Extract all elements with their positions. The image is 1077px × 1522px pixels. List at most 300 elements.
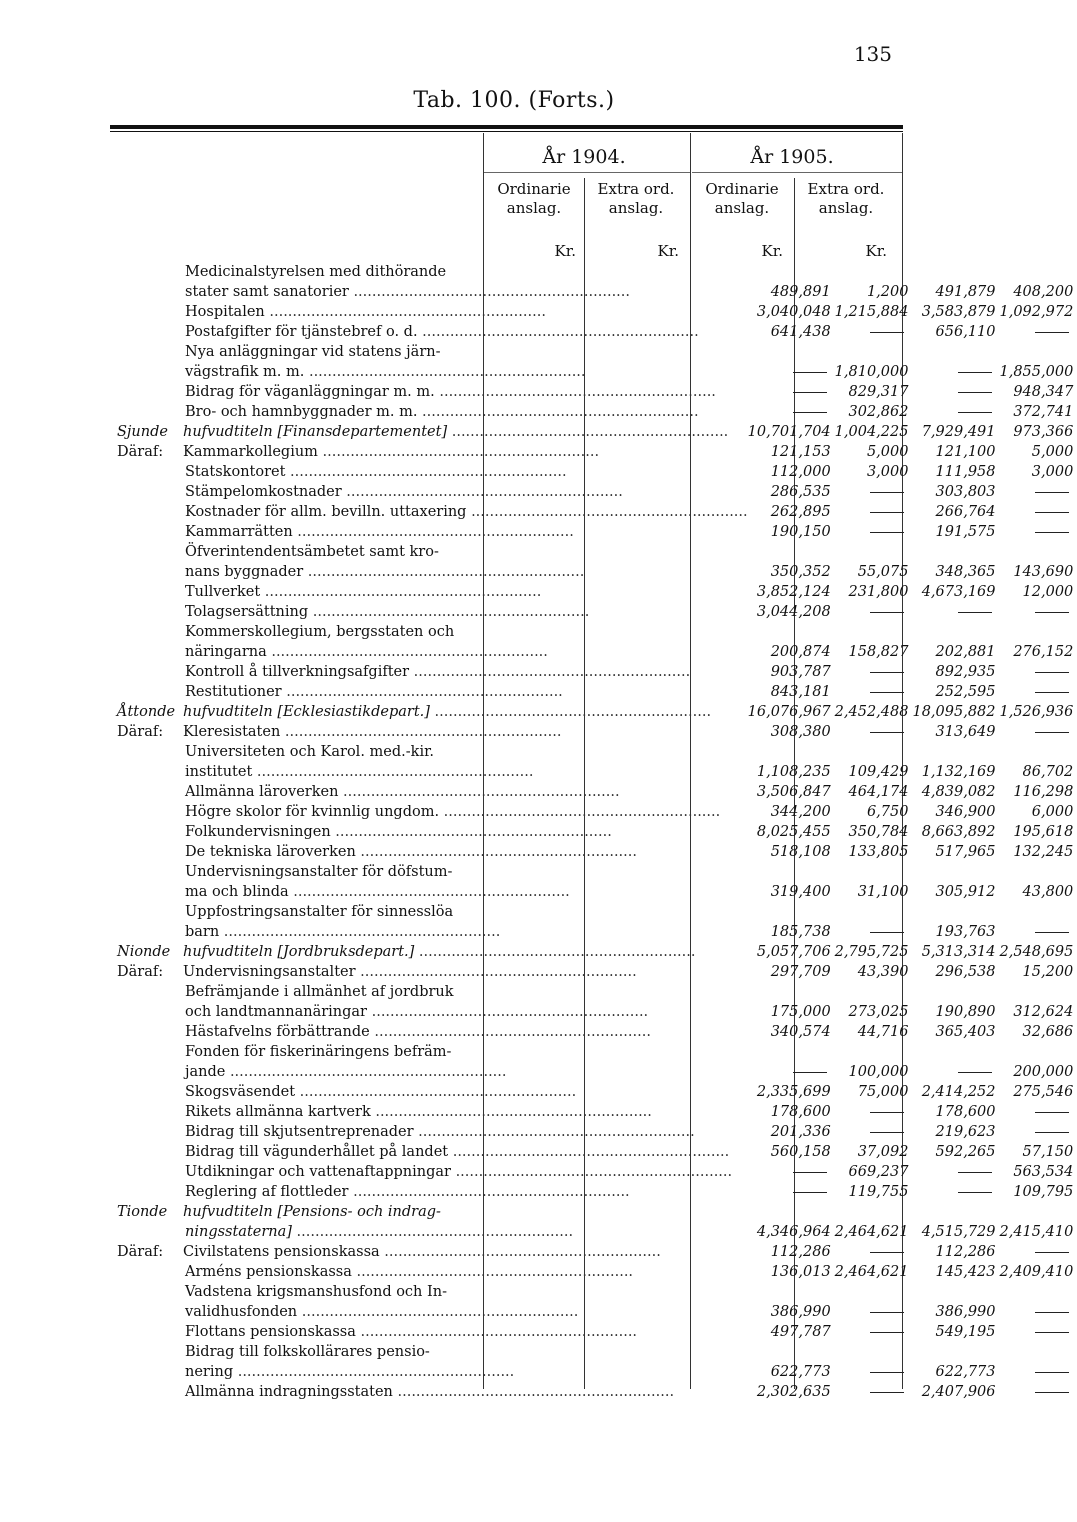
value-cell: 3,000 [1031, 464, 1074, 480]
row-label-text: Allmänna läroverken [185, 784, 339, 800]
leader-dots: ............................................................ [264, 304, 546, 320]
column-header: Extra ord. anslag. [807, 180, 885, 217]
leader-dots: ............................................................ [233, 1364, 515, 1380]
value-cell: 231,800 [848, 584, 909, 600]
value-cell: 1,810,000 [834, 364, 909, 380]
value-cell: 308,380 [770, 724, 831, 740]
dash-mark [870, 1112, 904, 1113]
leader-dots: ............................................................ [414, 944, 696, 960]
value-cell [912, 402, 999, 422]
table-row [117, 302, 1077, 322]
table-row [117, 1202, 1077, 1222]
value-cell: 252,595 [935, 684, 996, 700]
value-cell [912, 542, 999, 562]
leader-dots: ............................................................ [417, 404, 699, 420]
value-cell: 2,464,621 [834, 1224, 909, 1240]
value-cell [1000, 1302, 1077, 1322]
row-label-text: Utdikningar och vattenaftappningar [185, 1164, 451, 1180]
table-row [117, 882, 1077, 902]
value-cell: 843,181 [770, 684, 831, 700]
value-cell [1000, 322, 1077, 342]
dash-mark [793, 1072, 827, 1073]
row-label-text: hufvudtiteln [Ecklesiastikdepart.] [183, 704, 430, 720]
leader-dots: ............................................................ [225, 1064, 507, 1080]
leader-dots: ............................................................ [303, 564, 585, 580]
dash-mark [793, 1192, 827, 1193]
leader-dots: ............................................................ [367, 1004, 649, 1020]
value-cell [1000, 1042, 1077, 1062]
row-label-text: Tullverket [185, 584, 261, 600]
row-label-text: Kostnader för allm. bevilln. uttaxering [185, 504, 467, 520]
value-cell: 190,150 [770, 524, 831, 540]
row-label [117, 1262, 748, 1282]
value-cell [748, 1182, 835, 1202]
value-cell [835, 482, 913, 502]
top-rule-thin [110, 131, 903, 132]
leader-dots: ............................................................ [355, 964, 637, 980]
table-row [117, 482, 1077, 502]
value-cell: 15,200 [1022, 964, 1074, 980]
value-cell: 296,538 [935, 964, 996, 980]
row-label-text: Reglering af flottleder [185, 1184, 349, 1200]
value-cell: 340,574 [770, 1024, 831, 1040]
value-cell [1000, 602, 1077, 622]
value-cell: 3,044,208 [756, 604, 831, 620]
row-label [117, 782, 748, 802]
dash-mark [870, 512, 904, 513]
row-label-text: Tolagsersättning [185, 604, 309, 620]
value-cell [835, 982, 913, 1002]
row-label [117, 462, 748, 482]
row-label-text: De tekniska läroverken [185, 844, 356, 860]
year-rule [484, 172, 690, 173]
value-cell [748, 622, 835, 642]
table-row [117, 1382, 1077, 1402]
row-label [117, 1242, 748, 1262]
value-cell: 286,535 [770, 484, 831, 500]
row-label [117, 562, 748, 582]
row-label [117, 342, 748, 362]
row-label-text: Kontroll å tillverkningsafgifter [185, 664, 410, 680]
table-row [117, 1062, 1077, 1082]
row-label-text: Uppfostringsanstalter för sinnesslöa [185, 904, 454, 920]
value-cell: 5,057,706 [756, 944, 831, 960]
row-prefix: Däraf: [117, 964, 164, 980]
value-cell [835, 1382, 913, 1402]
value-cell [1000, 722, 1077, 742]
row-prefix: Nionde [117, 944, 171, 960]
value-cell [748, 742, 835, 762]
row-label-text: näringarna [185, 644, 267, 660]
dash-mark [1035, 932, 1069, 933]
row-label-text: Allmänna indragningsstaten [185, 1384, 393, 1400]
value-cell: 517,965 [935, 844, 996, 860]
row-label [117, 962, 748, 982]
value-cell: 2,452,488 [834, 704, 909, 720]
value-cell [835, 922, 913, 942]
table-row [117, 262, 1077, 282]
value-cell: 57,150 [1022, 1144, 1074, 1160]
value-cell [835, 542, 913, 562]
table-row [117, 1102, 1077, 1122]
table-row [117, 382, 1077, 402]
leader-dots: ............................................................ [280, 724, 562, 740]
row-label-text: jande [185, 1064, 226, 1080]
table-row [117, 342, 1077, 362]
value-cell: 44,716 [857, 1024, 909, 1040]
value-cell [912, 1182, 999, 1202]
table-row [117, 682, 1077, 702]
row-label [117, 722, 748, 742]
value-cell [835, 722, 913, 742]
row-label [117, 702, 748, 722]
value-cell: 497,787 [770, 1324, 831, 1340]
leader-dots: ............................................................ [252, 764, 534, 780]
row-label [117, 1322, 748, 1342]
value-cell [1000, 662, 1077, 682]
value-cell [1000, 1382, 1077, 1402]
leader-dots: ............................................................ [355, 1324, 638, 1340]
value-cell: 1,855,000 [999, 364, 1074, 380]
value-cell [748, 262, 835, 282]
value-cell [835, 1342, 913, 1362]
value-cell: 948,347 [1013, 384, 1074, 400]
row-label [117, 522, 748, 542]
value-cell: 344,200 [770, 804, 831, 820]
value-cell [835, 1322, 913, 1342]
value-cell [748, 402, 835, 422]
value-cell: 5,000 [1031, 444, 1074, 460]
row-label [117, 302, 748, 322]
table-row [117, 1122, 1077, 1142]
table-row [117, 322, 1077, 342]
value-cell [1000, 1322, 1077, 1342]
table-row [117, 622, 1077, 642]
table-row [117, 1342, 1077, 1362]
top-rule [110, 125, 903, 129]
value-cell: 178,600 [935, 1104, 996, 1120]
value-cell [835, 1282, 913, 1302]
value-cell: 350,352 [770, 564, 831, 580]
value-cell: 1,200 [866, 284, 909, 300]
leader-dots: ............................................................ [369, 1024, 651, 1040]
dash-mark [870, 732, 904, 733]
value-cell: 305,912 [935, 884, 996, 900]
table-row [117, 782, 1077, 802]
table-row [117, 1322, 1077, 1342]
value-cell: 2,407,906 [921, 1384, 996, 1400]
value-cell [912, 1342, 999, 1362]
value-cell: 2,548,695 [999, 944, 1074, 960]
row-label [117, 322, 748, 342]
row-prefix: Åttonde [117, 704, 176, 720]
value-cell: 489,891 [770, 284, 831, 300]
value-cell [1000, 1202, 1077, 1222]
row-label [117, 402, 748, 422]
value-cell: 158,827 [848, 644, 909, 660]
leader-dots: ............................................................ [266, 644, 548, 660]
leader-dots: ............................................................ [341, 484, 623, 500]
leader-dots: ............................................................ [439, 804, 721, 820]
value-cell: 346,900 [935, 804, 996, 820]
row-label-text: Bidrag till skjutsentreprenader [185, 1124, 414, 1140]
table-row [117, 522, 1077, 542]
dash-mark [870, 1372, 904, 1373]
value-cell [748, 1042, 835, 1062]
table-row [117, 582, 1077, 602]
dash-mark [958, 392, 992, 393]
leader-dots: ............................................................ [338, 784, 620, 800]
value-cell: 2,409,410 [999, 1264, 1074, 1280]
dash-mark [1035, 1372, 1069, 1373]
value-cell [912, 742, 999, 762]
row-label-text: Medicinalstyrelsen med dithörande [185, 264, 447, 280]
table-row [117, 1262, 1077, 1282]
table-row [117, 1042, 1077, 1062]
row-label-text: nering [185, 1364, 234, 1380]
row-label [117, 902, 748, 922]
row-label-text: Restitutioner [185, 684, 282, 700]
value-cell: 622,773 [770, 1364, 831, 1380]
row-label [117, 762, 748, 782]
row-label-text: hufvudtiteln [Jordbruksdepart.] [183, 944, 415, 960]
value-cell: 3,583,879 [921, 304, 996, 320]
leader-dots: ............................................................ [348, 1184, 630, 1200]
value-cell: 1,004,225 [834, 424, 909, 440]
dash-mark [870, 332, 904, 333]
table-row [117, 802, 1077, 822]
value-cell [835, 602, 913, 622]
value-cell: 193,763 [935, 924, 996, 940]
leader-dots: ............................................................ [450, 1164, 733, 1180]
value-cell [835, 522, 913, 542]
unit-label: Kr. [865, 242, 887, 260]
value-cell: 464,174 [848, 784, 909, 800]
row-label [117, 942, 748, 962]
leader-dots: ............................................................ [370, 1104, 652, 1120]
appropriations-table [117, 262, 1077, 1402]
table-row [117, 542, 1077, 562]
row-label [117, 442, 748, 462]
row-label-text: hufvudtiteln [Finansdepartementet] [183, 424, 448, 440]
leader-dots: ............................................................ [291, 1224, 574, 1240]
value-cell [748, 862, 835, 882]
row-label-text: Skogsväsendet [185, 1084, 296, 1100]
value-cell: 2,464,621 [834, 1264, 909, 1280]
value-cell [1000, 1342, 1077, 1362]
row-label [117, 382, 748, 402]
table-row [117, 942, 1077, 962]
leader-dots: ............................................................ [219, 924, 501, 940]
table-row [117, 422, 1077, 442]
dash-mark [1035, 1312, 1069, 1313]
table-row [117, 502, 1077, 522]
value-cell: 112,000 [770, 464, 831, 480]
dash-mark [958, 372, 992, 373]
table-row [117, 982, 1077, 1002]
dash-mark [870, 532, 904, 533]
dash-mark [1035, 512, 1069, 513]
value-cell [835, 322, 913, 342]
value-cell: 100,000 [848, 1064, 909, 1080]
value-cell: 195,618 [1013, 824, 1074, 840]
dash-mark [958, 412, 992, 413]
row-label-text: Flottans pensionskassa [185, 1324, 356, 1340]
value-cell [912, 902, 999, 922]
row-label [117, 642, 748, 662]
value-cell [1000, 742, 1077, 762]
value-cell: 365,403 [935, 1024, 996, 1040]
dash-mark [1035, 672, 1069, 673]
value-cell: 16,076,967 [747, 704, 831, 720]
table-row [117, 662, 1077, 682]
value-cell [835, 742, 913, 762]
table-row [117, 902, 1077, 922]
value-cell [835, 262, 913, 282]
value-cell: 6,000 [1031, 804, 1074, 820]
value-cell [835, 902, 913, 922]
value-cell: 201,336 [770, 1124, 831, 1140]
value-cell: 302,862 [848, 404, 909, 420]
row-label-text: stater samt sanatorier [185, 284, 349, 300]
dash-mark [870, 932, 904, 933]
value-cell: 549,195 [935, 1324, 996, 1340]
value-cell: 5,313,314 [921, 944, 996, 960]
row-prefix: Sjunde [117, 424, 168, 440]
row-label-text: Bidrag till vägunderhållet på landet [185, 1144, 449, 1160]
value-cell: 32,686 [1022, 1024, 1074, 1040]
row-label [117, 1062, 748, 1082]
value-cell: 121,153 [770, 444, 831, 460]
value-cell: 491,879 [935, 284, 996, 300]
unit-label: Kr. [554, 242, 576, 260]
row-label [117, 1302, 748, 1322]
value-cell: 121,100 [935, 444, 996, 460]
value-cell: 8,025,455 [756, 824, 831, 840]
table-row [117, 442, 1077, 462]
table-row [117, 1142, 1077, 1162]
row-label-text: Bidrag till folkskollärares pensio- [185, 1344, 430, 1360]
year-header-1905: År 1905. [750, 146, 834, 168]
value-cell: 4,673,169 [921, 584, 996, 600]
value-cell: 518,108 [770, 844, 831, 860]
table-row [117, 762, 1077, 782]
dash-mark [870, 1312, 904, 1313]
value-cell [835, 1102, 913, 1122]
row-label-text: Befrämjande i allmänhet af jordbruk [185, 984, 454, 1000]
value-cell [912, 862, 999, 882]
value-cell: 1,215,884 [834, 304, 909, 320]
value-cell: 348,365 [935, 564, 996, 580]
value-cell: 8,663,892 [921, 824, 996, 840]
row-label-text: ningsstaterna] [185, 1224, 292, 1240]
value-cell: 86,702 [1022, 764, 1074, 780]
leader-dots: ............................................................ [379, 1244, 661, 1260]
value-cell: 132,245 [1013, 844, 1074, 860]
leader-dots: ............................................................ [351, 1264, 634, 1280]
value-cell [912, 342, 999, 362]
dash-mark [1035, 492, 1069, 493]
value-cell [912, 982, 999, 1002]
leader-dots: ............................................................ [413, 1124, 695, 1140]
row-label-text: Stämpelomkostnader [185, 484, 342, 500]
value-cell: 303,803 [935, 484, 996, 500]
row-label-text: Högre skolor för kvinnlig ungdom. [185, 804, 440, 820]
row-label-text: Kammarkollegium [183, 444, 318, 460]
value-cell: 3,040,048 [756, 304, 831, 320]
table-row [117, 742, 1077, 762]
value-cell [912, 602, 999, 622]
row-label [117, 1362, 748, 1382]
value-cell: 175,000 [770, 1004, 831, 1020]
table-row [117, 922, 1077, 942]
row-label [117, 822, 748, 842]
value-cell [912, 1202, 999, 1222]
dash-mark [870, 1332, 904, 1333]
value-cell: 178,600 [770, 1104, 831, 1120]
value-cell [1000, 982, 1077, 1002]
value-cell: 109,429 [848, 764, 909, 780]
value-cell [748, 982, 835, 1002]
dash-mark [870, 1132, 904, 1133]
dash-mark [958, 1072, 992, 1073]
row-label [117, 602, 748, 622]
table-row [117, 1302, 1077, 1322]
year-header-1904: År 1904. [542, 146, 626, 168]
dash-mark [793, 1172, 827, 1173]
value-cell [835, 622, 913, 642]
value-cell: 372,741 [1013, 404, 1074, 420]
value-cell: 592,265 [935, 1144, 996, 1160]
dash-mark [870, 492, 904, 493]
value-cell: 3,506,847 [756, 784, 831, 800]
value-cell: 119,755 [848, 1184, 909, 1200]
row-label [117, 1022, 748, 1042]
value-cell: 136,013 [770, 1264, 831, 1280]
value-cell [748, 1162, 835, 1182]
value-cell: 622,773 [935, 1364, 996, 1380]
leader-dots: ............................................................ [292, 524, 574, 540]
table-row [117, 1282, 1077, 1302]
value-cell: 133,805 [848, 844, 909, 860]
value-cell [912, 1162, 999, 1182]
value-cell [1000, 542, 1077, 562]
row-prefix: Tionde [117, 1204, 168, 1220]
value-cell: 143,690 [1013, 564, 1074, 580]
leader-dots: ............................................................ [348, 284, 631, 300]
value-cell: 1,092,972 [999, 304, 1074, 320]
value-cell [912, 1062, 999, 1082]
value-cell [835, 1242, 913, 1262]
row-label-text: barn [185, 924, 220, 940]
row-label-text: Hästafvelns förbättrande [185, 1024, 370, 1040]
value-cell: 3,852,124 [756, 584, 831, 600]
value-cell [912, 262, 999, 282]
value-cell [912, 622, 999, 642]
value-cell [835, 662, 913, 682]
leader-dots: ............................................................ [392, 1384, 675, 1400]
row-label [117, 622, 748, 642]
value-cell: 1,132,169 [921, 764, 996, 780]
table-row [117, 402, 1077, 422]
row-label-text: Nya anläggningar vid statens järn- [185, 344, 441, 360]
leader-dots: ............................................................ [355, 844, 637, 860]
leader-dots: ............................................................ [448, 1144, 730, 1160]
row-label [117, 1042, 748, 1062]
table-row [117, 842, 1077, 862]
value-cell [912, 1282, 999, 1302]
page-title: Tab. 100. (Forts.) [413, 88, 615, 113]
